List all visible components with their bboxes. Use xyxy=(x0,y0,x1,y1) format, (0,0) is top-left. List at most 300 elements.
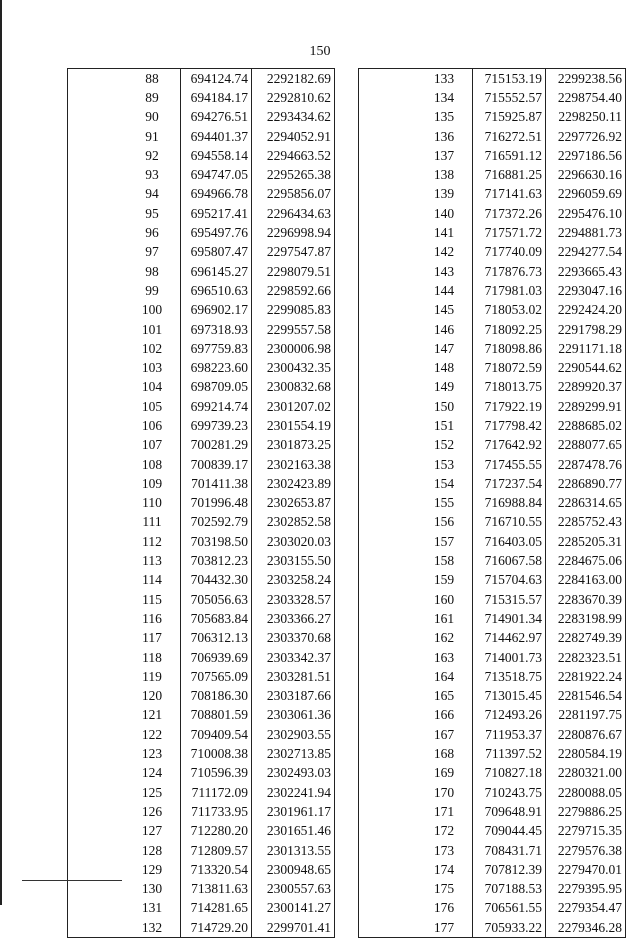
blank-cell xyxy=(68,918,125,938)
table-row xyxy=(359,725,626,744)
y-coordinate-cell: 2285205.31 xyxy=(546,532,626,551)
y-coordinate-cell: 2279470.01 xyxy=(546,860,626,879)
blank-cell xyxy=(68,802,125,821)
table-row xyxy=(359,223,626,242)
x-coordinate-cell: 713518.75 xyxy=(473,667,546,686)
table-row xyxy=(359,88,626,107)
x-coordinate-cell: 707812.39 xyxy=(473,860,546,879)
blank-cell xyxy=(68,320,125,339)
x-coordinate-cell: 701411.38 xyxy=(181,474,252,493)
table-row xyxy=(68,725,335,744)
point-number-cell: 128 xyxy=(124,841,181,860)
point-number-cell: 110 xyxy=(124,494,181,513)
table-row xyxy=(359,860,626,879)
x-coordinate-cell: 712280.20 xyxy=(181,822,252,841)
y-coordinate-cell: 2281922.24 xyxy=(546,667,626,686)
table-row xyxy=(68,744,335,763)
x-coordinate-cell: 712493.26 xyxy=(473,706,546,725)
table-row xyxy=(68,223,335,242)
table-row xyxy=(68,320,335,339)
y-coordinate-cell: 2286314.65 xyxy=(546,494,626,513)
point-number-cell: 166 xyxy=(416,706,473,725)
blank-cell xyxy=(359,899,417,918)
y-coordinate-cell: 2299238.56 xyxy=(546,69,626,89)
y-coordinate-cell: 2283670.39 xyxy=(546,590,626,609)
y-coordinate-cell: 2283198.99 xyxy=(546,609,626,628)
table-row xyxy=(359,802,626,821)
blank-cell xyxy=(68,648,125,667)
y-coordinate-cell: 2300141.27 xyxy=(252,899,335,918)
x-coordinate-cell: 715704.63 xyxy=(473,571,546,590)
point-number-cell: 171 xyxy=(416,802,473,821)
blank-cell xyxy=(359,609,417,628)
blank-cell xyxy=(68,841,125,860)
x-coordinate-cell: 717141.63 xyxy=(473,185,546,204)
point-number-cell: 112 xyxy=(124,532,181,551)
blank-cell xyxy=(68,165,125,184)
point-number-cell: 98 xyxy=(124,262,181,281)
coordinates-table-left-body xyxy=(68,69,335,938)
table-row xyxy=(359,127,626,146)
x-coordinate-cell: 703812.23 xyxy=(181,551,252,570)
blank-cell xyxy=(68,185,125,204)
table-row xyxy=(359,687,626,706)
x-coordinate-cell: 696510.63 xyxy=(181,281,252,300)
y-coordinate-cell: 2289299.91 xyxy=(546,397,626,416)
y-coordinate-cell: 2300432.35 xyxy=(252,358,335,377)
table-row xyxy=(359,320,626,339)
x-coordinate-cell: 706561.55 xyxy=(473,899,546,918)
point-number-cell: 158 xyxy=(416,551,473,570)
table-row xyxy=(359,706,626,725)
point-number-cell: 96 xyxy=(124,223,181,242)
blank-cell xyxy=(359,185,417,204)
blank-cell xyxy=(68,571,125,590)
blank-cell xyxy=(68,474,125,493)
blank-cell xyxy=(68,88,125,107)
blank-cell xyxy=(68,339,125,358)
y-coordinate-cell: 2297547.87 xyxy=(252,243,335,262)
table-row xyxy=(359,609,626,628)
x-coordinate-cell: 695807.47 xyxy=(181,243,252,262)
table-row xyxy=(68,397,335,416)
y-coordinate-cell: 2295856.07 xyxy=(252,185,335,204)
table-row xyxy=(359,416,626,435)
x-coordinate-cell: 717237.54 xyxy=(473,474,546,493)
table-row xyxy=(359,165,626,184)
table-row xyxy=(359,69,626,89)
blank-cell xyxy=(68,494,125,513)
y-coordinate-cell: 2301873.25 xyxy=(252,436,335,455)
x-coordinate-cell: 698709.05 xyxy=(181,378,252,397)
table-row xyxy=(68,609,335,628)
table-row xyxy=(359,590,626,609)
x-coordinate-cell: 698223.60 xyxy=(181,358,252,377)
table-row xyxy=(359,358,626,377)
table-row xyxy=(68,88,335,107)
point-number-cell: 168 xyxy=(416,744,473,763)
table-row xyxy=(359,667,626,686)
point-number-cell: 156 xyxy=(416,513,473,532)
blank-cell xyxy=(359,455,417,474)
table-row xyxy=(359,455,626,474)
page-left-rule xyxy=(0,0,2,905)
point-number-cell: 172 xyxy=(416,822,473,841)
blank-cell xyxy=(359,262,417,281)
point-number-cell: 170 xyxy=(416,783,473,802)
point-number-cell: 157 xyxy=(416,532,473,551)
point-number-cell: 141 xyxy=(416,223,473,242)
point-number-cell: 169 xyxy=(416,764,473,783)
point-number-cell: 152 xyxy=(416,436,473,455)
point-number-cell: 90 xyxy=(124,108,181,127)
table-row xyxy=(68,494,335,513)
point-number-cell: 106 xyxy=(124,416,181,435)
point-number-cell: 174 xyxy=(416,860,473,879)
point-number-cell: 151 xyxy=(416,416,473,435)
x-coordinate-cell: 710827.18 xyxy=(473,764,546,783)
point-number-cell: 167 xyxy=(416,725,473,744)
x-coordinate-cell: 699739.23 xyxy=(181,416,252,435)
coordinates-table-left xyxy=(67,68,335,938)
blank-cell xyxy=(359,146,417,165)
y-coordinate-cell: 2291171.18 xyxy=(546,339,626,358)
blank-cell xyxy=(68,127,125,146)
x-coordinate-cell: 695497.76 xyxy=(181,223,252,242)
blank-cell xyxy=(68,397,125,416)
y-coordinate-cell: 2301651.46 xyxy=(252,822,335,841)
y-coordinate-cell: 2302241.94 xyxy=(252,783,335,802)
table-row xyxy=(359,436,626,455)
blank-cell xyxy=(68,108,125,127)
y-coordinate-cell: 2289920.37 xyxy=(546,378,626,397)
blank-cell xyxy=(68,301,125,320)
x-coordinate-cell: 717798.42 xyxy=(473,416,546,435)
x-coordinate-cell: 717876.73 xyxy=(473,262,546,281)
y-coordinate-cell: 2299085.83 xyxy=(252,301,335,320)
point-number-cell: 117 xyxy=(124,629,181,648)
point-number-cell: 126 xyxy=(124,802,181,821)
blank-cell xyxy=(359,667,417,686)
blank-cell xyxy=(359,301,417,320)
table-row xyxy=(359,918,626,938)
blank-cell xyxy=(359,802,417,821)
blank-cell xyxy=(359,590,417,609)
y-coordinate-cell: 2300832.68 xyxy=(252,378,335,397)
blank-cell xyxy=(359,783,417,802)
y-coordinate-cell: 2303366.27 xyxy=(252,609,335,628)
y-coordinate-cell: 2279354.47 xyxy=(546,899,626,918)
table-row xyxy=(359,532,626,551)
y-coordinate-cell: 2303281.51 xyxy=(252,667,335,686)
table-row xyxy=(68,146,335,165)
x-coordinate-cell: 708186.30 xyxy=(181,687,252,706)
blank-cell xyxy=(359,108,417,127)
y-coordinate-cell: 2302493.03 xyxy=(252,764,335,783)
y-coordinate-cell: 2282749.39 xyxy=(546,629,626,648)
table-row xyxy=(68,455,335,474)
point-number-cell: 97 xyxy=(124,243,181,262)
table-row xyxy=(68,436,335,455)
y-coordinate-cell: 2297186.56 xyxy=(546,146,626,165)
x-coordinate-cell: 707188.53 xyxy=(473,879,546,898)
point-number-cell: 162 xyxy=(416,629,473,648)
blank-cell xyxy=(68,551,125,570)
y-coordinate-cell: 2279395.95 xyxy=(546,879,626,898)
table-row xyxy=(359,204,626,223)
y-coordinate-cell: 2279346.28 xyxy=(546,918,626,938)
point-number-cell: 145 xyxy=(416,301,473,320)
point-number-cell: 132 xyxy=(124,918,181,938)
x-coordinate-cell: 716067.58 xyxy=(473,551,546,570)
y-coordinate-cell: 2287478.76 xyxy=(546,455,626,474)
y-coordinate-cell: 2302653.87 xyxy=(252,494,335,513)
table-row xyxy=(359,262,626,281)
blank-cell xyxy=(359,416,417,435)
blank-cell xyxy=(359,204,417,223)
x-coordinate-cell: 694184.17 xyxy=(181,88,252,107)
point-number-cell: 133 xyxy=(416,69,473,89)
point-number-cell: 113 xyxy=(124,551,181,570)
blank-cell xyxy=(359,165,417,184)
blank-cell xyxy=(359,88,417,107)
y-coordinate-cell: 2294277.54 xyxy=(546,243,626,262)
y-coordinate-cell: 2292424.20 xyxy=(546,301,626,320)
point-number-cell: 153 xyxy=(416,455,473,474)
table-row xyxy=(68,551,335,570)
blank-cell xyxy=(68,629,125,648)
table-row xyxy=(359,108,626,127)
blank-cell xyxy=(68,378,125,397)
table-row xyxy=(359,339,626,358)
blank-cell xyxy=(359,551,417,570)
point-number-cell: 103 xyxy=(124,358,181,377)
x-coordinate-cell: 694558.14 xyxy=(181,146,252,165)
x-coordinate-cell: 703198.50 xyxy=(181,532,252,551)
blank-cell xyxy=(359,879,417,898)
point-number-cell: 150 xyxy=(416,397,473,416)
table-row xyxy=(359,822,626,841)
blank-cell xyxy=(359,532,417,551)
table-row xyxy=(68,339,335,358)
table-row xyxy=(68,127,335,146)
x-coordinate-cell: 718013.75 xyxy=(473,378,546,397)
blank-cell xyxy=(359,822,417,841)
y-coordinate-cell: 2279576.38 xyxy=(546,841,626,860)
point-number-cell: 144 xyxy=(416,281,473,300)
x-coordinate-cell: 717981.03 xyxy=(473,281,546,300)
point-number-cell: 142 xyxy=(416,243,473,262)
y-coordinate-cell: 2299701.41 xyxy=(252,918,335,938)
point-number-cell: 147 xyxy=(416,339,473,358)
x-coordinate-cell: 700839.17 xyxy=(181,455,252,474)
table-row xyxy=(68,648,335,667)
table-row xyxy=(68,358,335,377)
point-number-cell: 91 xyxy=(124,127,181,146)
footnote-rule xyxy=(22,880,122,881)
y-coordinate-cell: 2298079.51 xyxy=(252,262,335,281)
blank-cell xyxy=(359,339,417,358)
blank-cell xyxy=(68,513,125,532)
point-number-cell: 100 xyxy=(124,301,181,320)
blank-cell xyxy=(68,69,125,89)
y-coordinate-cell: 2303187.66 xyxy=(252,687,335,706)
y-coordinate-cell: 2288685.02 xyxy=(546,416,626,435)
table-row xyxy=(68,281,335,300)
y-coordinate-cell: 2302423.89 xyxy=(252,474,335,493)
x-coordinate-cell: 710596.39 xyxy=(181,764,252,783)
x-coordinate-cell: 711397.52 xyxy=(473,744,546,763)
x-coordinate-cell: 708431.71 xyxy=(473,841,546,860)
y-coordinate-cell: 2303020.03 xyxy=(252,532,335,551)
point-number-cell: 135 xyxy=(416,108,473,127)
y-coordinate-cell: 2297726.92 xyxy=(546,127,626,146)
blank-cell xyxy=(68,358,125,377)
coordinates-table-right-body xyxy=(359,69,626,938)
table-row xyxy=(68,841,335,860)
blank-cell xyxy=(359,725,417,744)
blank-cell xyxy=(68,455,125,474)
blank-cell xyxy=(68,744,125,763)
table-row xyxy=(68,513,335,532)
point-number-cell: 101 xyxy=(124,320,181,339)
blank-cell xyxy=(68,281,125,300)
x-coordinate-cell: 714462.97 xyxy=(473,629,546,648)
table-row xyxy=(68,571,335,590)
blank-cell xyxy=(359,320,417,339)
table-row xyxy=(359,783,626,802)
x-coordinate-cell: 716272.51 xyxy=(473,127,546,146)
point-number-cell: 159 xyxy=(416,571,473,590)
y-coordinate-cell: 2281546.54 xyxy=(546,687,626,706)
table-row xyxy=(68,918,335,938)
point-number-cell: 94 xyxy=(124,185,181,204)
table-row xyxy=(359,764,626,783)
table-row xyxy=(359,494,626,513)
x-coordinate-cell: 714281.65 xyxy=(181,899,252,918)
y-coordinate-cell: 2293434.62 xyxy=(252,108,335,127)
blank-cell xyxy=(68,725,125,744)
y-coordinate-cell: 2286890.77 xyxy=(546,474,626,493)
blank-cell xyxy=(359,648,417,667)
point-number-cell: 154 xyxy=(416,474,473,493)
table-row xyxy=(68,667,335,686)
x-coordinate-cell: 694401.37 xyxy=(181,127,252,146)
point-number-cell: 143 xyxy=(416,262,473,281)
point-number-cell: 102 xyxy=(124,339,181,358)
y-coordinate-cell: 2294052.91 xyxy=(252,127,335,146)
blank-cell xyxy=(359,706,417,725)
x-coordinate-cell: 709648.91 xyxy=(473,802,546,821)
point-number-cell: 139 xyxy=(416,185,473,204)
y-coordinate-cell: 2296630.16 xyxy=(546,165,626,184)
blank-cell xyxy=(359,436,417,455)
table-row xyxy=(68,706,335,725)
y-coordinate-cell: 2298250.11 xyxy=(546,108,626,127)
x-coordinate-cell: 709409.54 xyxy=(181,725,252,744)
point-number-cell: 116 xyxy=(124,609,181,628)
y-coordinate-cell: 2303328.57 xyxy=(252,590,335,609)
table-row xyxy=(359,474,626,493)
blank-cell xyxy=(359,281,417,300)
blank-cell xyxy=(68,262,125,281)
y-coordinate-cell: 2290544.62 xyxy=(546,358,626,377)
blank-cell xyxy=(68,879,125,898)
table-row xyxy=(68,860,335,879)
y-coordinate-cell: 2299557.58 xyxy=(252,320,335,339)
table-row xyxy=(359,551,626,570)
y-coordinate-cell: 2301207.02 xyxy=(252,397,335,416)
blank-cell xyxy=(359,764,417,783)
y-coordinate-cell: 2288077.65 xyxy=(546,436,626,455)
y-coordinate-cell: 2280584.19 xyxy=(546,744,626,763)
blank-cell xyxy=(359,918,417,938)
table-row xyxy=(68,301,335,320)
blank-cell xyxy=(68,822,125,841)
point-number-cell: 149 xyxy=(416,378,473,397)
point-number-cell: 89 xyxy=(124,88,181,107)
y-coordinate-cell: 2291798.29 xyxy=(546,320,626,339)
table-row xyxy=(359,879,626,898)
y-coordinate-cell: 2303155.50 xyxy=(252,551,335,570)
table-row xyxy=(68,243,335,262)
x-coordinate-cell: 709044.45 xyxy=(473,822,546,841)
x-coordinate-cell: 694276.51 xyxy=(181,108,252,127)
blank-cell xyxy=(68,223,125,242)
point-number-cell: 124 xyxy=(124,764,181,783)
table-row xyxy=(68,69,335,89)
table-row xyxy=(68,262,335,281)
x-coordinate-cell: 696902.17 xyxy=(181,301,252,320)
y-coordinate-cell: 2300948.65 xyxy=(252,860,335,879)
point-number-cell: 173 xyxy=(416,841,473,860)
point-number-cell: 107 xyxy=(124,436,181,455)
point-number-cell: 176 xyxy=(416,899,473,918)
point-number-cell: 129 xyxy=(124,860,181,879)
y-coordinate-cell: 2293665.43 xyxy=(546,262,626,281)
table-row xyxy=(68,879,335,898)
x-coordinate-cell: 701996.48 xyxy=(181,494,252,513)
x-coordinate-cell: 710008.38 xyxy=(181,744,252,763)
table-row xyxy=(359,899,626,918)
table-row xyxy=(68,108,335,127)
page-number: 150 xyxy=(309,44,331,59)
y-coordinate-cell: 2303061.36 xyxy=(252,706,335,725)
x-coordinate-cell: 717642.92 xyxy=(473,436,546,455)
x-coordinate-cell: 717740.09 xyxy=(473,243,546,262)
blank-cell xyxy=(68,416,125,435)
blank-cell xyxy=(68,609,125,628)
x-coordinate-cell: 699214.74 xyxy=(181,397,252,416)
table-row xyxy=(68,764,335,783)
x-coordinate-cell: 695217.41 xyxy=(181,204,252,223)
blank-cell xyxy=(68,667,125,686)
y-coordinate-cell: 2298754.40 xyxy=(546,88,626,107)
point-number-cell: 119 xyxy=(124,667,181,686)
blank-cell xyxy=(359,571,417,590)
x-coordinate-cell: 713320.54 xyxy=(181,860,252,879)
point-number-cell: 92 xyxy=(124,146,181,165)
x-coordinate-cell: 718092.25 xyxy=(473,320,546,339)
y-coordinate-cell: 2281197.75 xyxy=(546,706,626,725)
table-row xyxy=(68,204,335,223)
blank-cell xyxy=(359,243,417,262)
table-row xyxy=(68,165,335,184)
x-coordinate-cell: 714901.34 xyxy=(473,609,546,628)
blank-cell xyxy=(359,494,417,513)
point-number-cell: 148 xyxy=(416,358,473,377)
point-number-cell: 146 xyxy=(416,320,473,339)
